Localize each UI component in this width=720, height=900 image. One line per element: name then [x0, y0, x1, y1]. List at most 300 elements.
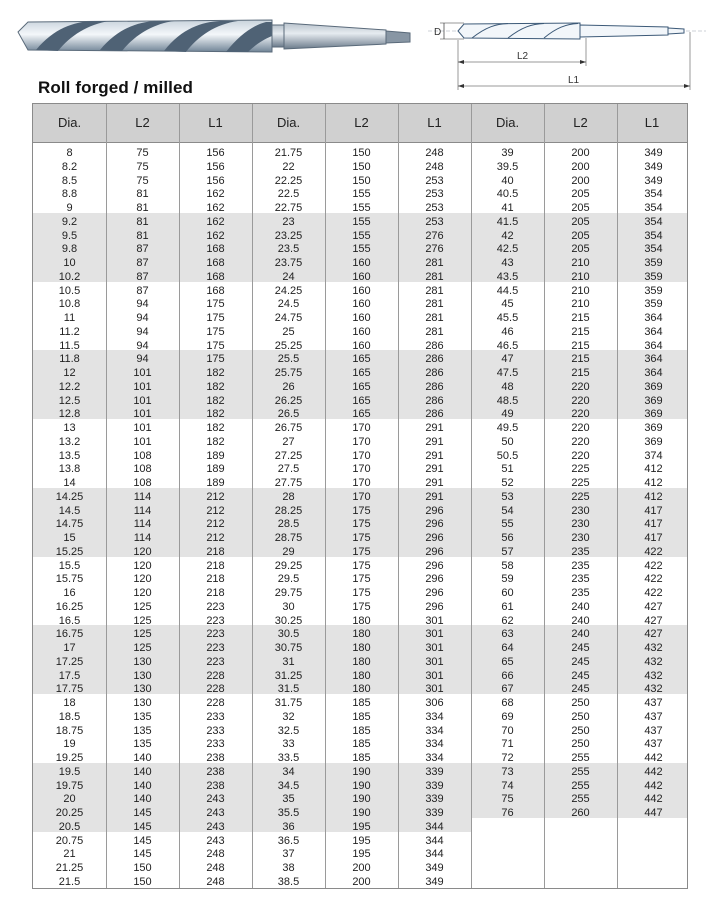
table-cell: 182	[206, 435, 225, 448]
table-cell: 291	[425, 463, 444, 476]
table-cell: 354	[644, 215, 663, 228]
table-cell: 240	[571, 600, 590, 613]
table-cell: 190	[352, 779, 371, 792]
header-l2: L2	[573, 115, 588, 130]
table-cell: 223	[206, 628, 225, 641]
table-cell: 58	[501, 559, 514, 572]
diameter-label: D	[434, 27, 442, 38]
table-cell: 170	[352, 490, 371, 503]
table-cell: 26.75	[274, 422, 303, 434]
table-cell: 101	[133, 435, 152, 448]
table-cell: 354	[644, 202, 663, 214]
table-cell: 349	[644, 160, 663, 173]
table-cell: 185	[352, 724, 371, 737]
column-dia-group-1	[33, 147, 106, 890]
table-cell: 210	[571, 270, 590, 283]
table-cell: 286	[425, 339, 444, 352]
table-cell: 190	[352, 807, 371, 819]
table-cell: 296	[425, 532, 444, 544]
table-header-row	[33, 104, 687, 143]
table-cell: 12.2	[58, 380, 81, 393]
table-cell: 245	[571, 669, 590, 682]
table-cell: 212	[206, 504, 225, 517]
table-cell: 195	[352, 848, 371, 861]
table-cell: 61	[501, 600, 514, 613]
table-cell: 255	[571, 793, 590, 806]
table-cell: 81	[136, 215, 149, 228]
table-cell: 73	[501, 765, 514, 778]
table-cell: 47	[501, 353, 514, 366]
table-cell: 200	[352, 862, 371, 874]
table-cell: 155	[352, 202, 371, 214]
table-cell: 230	[571, 504, 590, 517]
table-cell: 427	[644, 600, 663, 613]
drill-photo	[14, 10, 414, 62]
table-cell: 225	[571, 490, 590, 503]
header-l2: L2	[354, 115, 369, 130]
table-cell: 130	[133, 683, 152, 696]
table-cell: 50.5	[496, 449, 519, 462]
table-cell: 189	[206, 463, 225, 476]
table-cell: 12	[63, 367, 76, 379]
table-cell: 223	[206, 642, 225, 654]
table-cell: 344	[425, 848, 444, 861]
table-cell: 334	[425, 738, 444, 751]
table-cell: 432	[644, 683, 663, 696]
table-cell: 17.5	[58, 669, 81, 682]
table-cell: 165	[352, 367, 371, 379]
table-cell: 359	[644, 284, 663, 297]
table-cell: 225	[571, 463, 590, 476]
table-cell: 36	[282, 820, 295, 833]
table-cell: 248	[206, 862, 225, 874]
table-cell: 243	[206, 820, 225, 833]
table-cell: 349	[425, 862, 444, 874]
table-cell: 66	[501, 669, 514, 682]
table-cell: 24.75	[274, 312, 303, 324]
table-cell: 215	[571, 367, 590, 379]
table-cell: 291	[425, 490, 444, 503]
table-cell: 12.5	[58, 394, 81, 407]
table-cell: 240	[571, 614, 590, 627]
table-cell: 162	[206, 215, 225, 228]
table-cell: 145	[133, 848, 152, 861]
table-cell: 28	[282, 490, 295, 503]
table-cell: 160	[352, 339, 371, 352]
table-cell: 33	[282, 738, 295, 751]
table-cell: 200	[571, 160, 590, 173]
table-cell: 19.5	[58, 765, 81, 778]
table-cell: 369	[644, 422, 663, 434]
table-cell: 349	[425, 875, 444, 888]
drill-size-table	[32, 103, 688, 889]
table-cell: 11.2	[59, 325, 80, 338]
table-cell: 220	[571, 449, 590, 462]
table-cell: 180	[352, 642, 371, 654]
column-dia-group-2	[252, 147, 325, 890]
table-cell: 15.5	[58, 559, 81, 572]
table-cell: 212	[206, 518, 225, 531]
table-cell: 26.25	[274, 394, 303, 407]
table-cell: 160	[352, 325, 371, 338]
table-cell: 422	[644, 573, 663, 586]
table-cell: 218	[206, 545, 225, 558]
table-cell: 253	[425, 202, 444, 214]
table-cell: 16.25	[55, 600, 84, 613]
table-cell: 37	[282, 848, 295, 861]
table-cell: 94	[136, 312, 149, 324]
table-cell: 190	[352, 793, 371, 806]
table-cell: 30.5	[277, 628, 300, 641]
table-cell: 150	[352, 147, 371, 159]
table-cell: 47.5	[496, 367, 519, 379]
table-cell: 364	[644, 312, 663, 324]
table-cell: 12.8	[58, 408, 81, 421]
table-cell: 185	[352, 710, 371, 723]
table-cell: 175	[352, 600, 371, 613]
section-heading: Roll forged / milled	[38, 78, 194, 97]
table-cell: 417	[644, 504, 663, 517]
table-cell: 23.25	[274, 229, 303, 242]
table-cell: 250	[571, 697, 590, 709]
table-cell: 296	[425, 504, 444, 517]
table-cell: 286	[425, 394, 444, 407]
table-cell: 10	[63, 257, 76, 269]
drill-taper-shank	[284, 23, 386, 49]
table-cell: 215	[571, 312, 590, 324]
header-dia: Dia.	[495, 115, 520, 130]
table-cell: 14	[63, 477, 76, 489]
table-cell: 20.25	[55, 807, 84, 819]
table-cell: 432	[644, 655, 663, 668]
table-cell: 27.25	[274, 449, 303, 462]
header-l1: L1	[644, 115, 660, 130]
table-cell: 170	[352, 477, 371, 489]
table-cell: 38	[282, 862, 295, 874]
table-cell: 38.5	[277, 875, 300, 888]
table-cell: 286	[425, 353, 444, 366]
table-cell: 301	[425, 683, 444, 696]
table-cell: 155	[352, 215, 371, 228]
table-cell: 168	[206, 270, 225, 283]
table-cell: 155	[352, 243, 371, 256]
table-cell: 334	[425, 724, 444, 737]
table-cell: 31	[282, 655, 295, 668]
table-cell: 162	[206, 188, 225, 201]
table-cell: 255	[571, 779, 590, 792]
table-cell: 156	[206, 160, 225, 173]
table-cell: 447	[644, 807, 663, 819]
table-cell: 374	[644, 449, 663, 462]
table-cell: 120	[133, 559, 152, 572]
table-cell: 130	[133, 697, 152, 709]
table-cell: 175	[206, 339, 225, 352]
diagram-shank	[580, 25, 668, 37]
table-cell: 417	[644, 518, 663, 531]
table-cell: 10.5	[58, 284, 81, 297]
table-cell: 13.5	[58, 449, 81, 462]
table-cell: 248	[425, 147, 444, 159]
table-cell: 22.5	[277, 188, 300, 201]
table-cell: 87	[136, 284, 149, 297]
table-cell: 160	[352, 270, 371, 283]
table-cell: 165	[352, 353, 371, 366]
table-cell: 412	[644, 490, 663, 503]
table-cell: 334	[425, 710, 444, 723]
drill-tang	[386, 31, 410, 43]
table-cell: 364	[644, 339, 663, 352]
table-cell: 349	[644, 174, 663, 187]
table-cell: 156	[206, 174, 225, 187]
table-cell: 140	[133, 765, 152, 778]
table-cell: 301	[425, 669, 444, 682]
table-cell: 101	[133, 394, 152, 407]
table-cell: 24.5	[277, 298, 300, 311]
table-cell: 11.5	[59, 339, 80, 352]
table-cell: 150	[352, 174, 371, 187]
table-cell: 168	[206, 257, 225, 269]
table-cell: 49	[501, 408, 514, 421]
table-cell: 175	[352, 518, 371, 531]
table-cell: 29	[282, 545, 295, 558]
table-cell: 9.5	[61, 229, 78, 242]
table-cell: 339	[425, 793, 444, 806]
table-cell: 180	[352, 655, 371, 668]
column-divider	[398, 104, 399, 888]
table-cell: 31.75	[274, 697, 303, 709]
table-cell: 205	[571, 202, 590, 214]
table-cell: 40.5	[496, 188, 519, 201]
table-cell: 180	[352, 614, 371, 627]
table-cell: 130	[133, 669, 152, 682]
table-cell: 41	[501, 202, 514, 214]
table-cell: 205	[571, 243, 590, 256]
table-cell: 26	[282, 380, 295, 393]
table-cell: 442	[644, 765, 663, 778]
table-cell: 427	[644, 614, 663, 627]
table-cell: 296	[425, 545, 444, 558]
table-cell: 339	[425, 765, 444, 778]
table-cell: 301	[425, 628, 444, 641]
table-cell: 437	[644, 724, 663, 737]
table-cell: 94	[136, 353, 149, 366]
table-cell: 354	[644, 229, 663, 242]
table-cell: 182	[206, 394, 225, 407]
table-cell: 13	[63, 422, 76, 434]
table-cell: 14.25	[55, 490, 84, 503]
table-cell: 291	[425, 449, 444, 462]
table-cell: 114	[133, 504, 152, 517]
table-cell: 253	[425, 188, 444, 201]
table-cell: 175	[352, 587, 371, 599]
table-cell: 170	[352, 435, 371, 448]
table-cell: 87	[136, 257, 149, 269]
table-cell: 24	[282, 270, 295, 283]
table-cell: 59	[501, 573, 514, 586]
table-cell: 28.25	[274, 504, 303, 517]
table-cell: 39	[501, 147, 514, 159]
table-cell: 81	[136, 188, 149, 201]
table-cell: 296	[425, 587, 444, 599]
table-cell: 114	[133, 490, 152, 503]
table-cell: 248	[425, 160, 444, 173]
table-cell: 220	[571, 380, 590, 393]
table-cell: 140	[133, 752, 152, 764]
table-cell: 291	[425, 477, 444, 489]
column-divider	[106, 104, 107, 888]
table-cell: 39.5	[496, 160, 519, 173]
table-cell: 354	[644, 188, 663, 201]
table-cell: 68	[501, 697, 514, 709]
table-cell: 437	[644, 738, 663, 751]
table-cell: 13.8	[58, 463, 81, 476]
table-cell: 306	[425, 697, 444, 709]
table-cell: 359	[644, 257, 663, 269]
table-cell: 432	[644, 669, 663, 682]
table-cell: 125	[133, 628, 152, 641]
table-cell: 25	[282, 325, 295, 338]
table-cell: 442	[644, 779, 663, 792]
table-cell: 225	[571, 477, 590, 489]
table-cell: 14.5	[58, 504, 81, 517]
header-dia: Dia.	[57, 115, 82, 130]
table-cell: 33.5	[277, 752, 300, 764]
table-cell: 34.5	[277, 779, 300, 792]
table-cell: 220	[571, 394, 590, 407]
table-cell: 235	[571, 573, 590, 586]
table-cell: 195	[352, 820, 371, 833]
table-cell: 9.2	[61, 215, 78, 228]
table-cell: 94	[136, 298, 149, 311]
table-cell: 195	[352, 834, 371, 847]
table-cell: 210	[571, 257, 590, 269]
table-cell: 21.5	[58, 875, 81, 888]
table-cell: 291	[425, 422, 444, 434]
table-cell: 25.75	[274, 367, 303, 379]
table-cell: 422	[644, 587, 663, 599]
table-cell: 81	[136, 229, 149, 242]
table-cell: 215	[571, 325, 590, 338]
table-cell: 442	[644, 793, 663, 806]
table-cell: 108	[133, 463, 152, 476]
table-cell: 205	[571, 229, 590, 242]
table-cell: 369	[644, 394, 663, 407]
table-cell: 281	[425, 325, 444, 338]
table-cell: 215	[571, 353, 590, 366]
table-cell: 15	[63, 532, 76, 544]
table-cell: 185	[352, 697, 371, 709]
table-cell: 140	[133, 779, 152, 792]
table-cell: 13.2	[58, 435, 81, 448]
table-cell: 253	[425, 174, 444, 187]
header-dia: Dia.	[276, 115, 301, 130]
table-cell: 422	[644, 559, 663, 572]
table-cell: 18.5	[58, 710, 81, 723]
table-cell: 49.5	[496, 422, 519, 434]
table-cell: 369	[644, 435, 663, 448]
table-cell: 23	[282, 215, 295, 228]
table-cell: 27.75	[274, 477, 303, 489]
table-cell: 417	[644, 532, 663, 544]
column-divider	[544, 104, 545, 888]
table-cell: 182	[206, 408, 225, 421]
table-cell: 150	[133, 875, 152, 888]
table-cell: 19.75	[55, 779, 84, 792]
table-cell: 31.5	[277, 683, 300, 696]
table-cell: 286	[425, 408, 444, 421]
table-cell: 170	[352, 463, 371, 476]
table-cell: 200	[352, 875, 371, 888]
table-cell: 276	[425, 243, 444, 256]
table-cell: 101	[133, 408, 152, 421]
table-cell: 243	[206, 834, 225, 847]
table-cell: 250	[571, 710, 590, 723]
table-cell: 156	[206, 147, 225, 159]
table-cell: 20.5	[58, 820, 81, 833]
table-cell: 135	[133, 738, 152, 751]
table-cell: 243	[206, 793, 225, 806]
table-cell: 46	[501, 325, 514, 338]
table-cell: 162	[206, 202, 225, 214]
table-cell: 11	[63, 312, 76, 324]
table-cell: 94	[136, 325, 149, 338]
table-cell: 223	[206, 600, 225, 613]
table-cell: 69	[501, 710, 514, 723]
table-cell: 140	[133, 793, 152, 806]
table-cell: 29.75	[274, 587, 303, 599]
column-divider	[252, 104, 253, 888]
table-cell: 76	[501, 807, 514, 819]
table-cell: 10.2	[58, 270, 81, 283]
table-cell: 230	[571, 518, 590, 531]
table-cell: 250	[571, 724, 590, 737]
table-cell: 35	[282, 793, 295, 806]
table-cell: 120	[133, 587, 152, 599]
table-cell: 25.25	[274, 339, 303, 352]
table-cell: 125	[133, 600, 152, 613]
table-cell: 145	[133, 820, 152, 833]
table-cell: 175	[206, 312, 225, 324]
table-cell: 25.5	[277, 353, 300, 366]
table-cell: 10.8	[58, 298, 81, 311]
table-cell: 218	[206, 559, 225, 572]
table-cell: 180	[352, 669, 371, 682]
table-cell: 17.25	[55, 655, 84, 668]
table-cell: 180	[352, 628, 371, 641]
table-cell: 30	[282, 600, 295, 613]
table-cell: 281	[425, 284, 444, 297]
column-divider	[617, 104, 618, 888]
table-cell: 22.75	[274, 202, 303, 214]
table-cell: 175	[206, 353, 225, 366]
table-cell: 235	[571, 559, 590, 572]
table-cell: 210	[571, 298, 590, 311]
table-cell: 41.5	[496, 215, 519, 228]
table-cell: 359	[644, 270, 663, 283]
table-cell: 301	[425, 614, 444, 627]
table-cell: 30.75	[274, 642, 303, 654]
table-cell: 296	[425, 518, 444, 531]
table-cell: 43.5	[496, 270, 519, 283]
table-cell: 175	[352, 573, 371, 586]
table-cell: 180	[352, 683, 371, 696]
table-cell: 233	[206, 738, 225, 751]
table-cell: 185	[352, 752, 371, 764]
table-cell: 32	[282, 710, 295, 723]
table-cell: 101	[133, 380, 152, 393]
table-cell: 135	[133, 724, 152, 737]
table-cell: 205	[571, 188, 590, 201]
